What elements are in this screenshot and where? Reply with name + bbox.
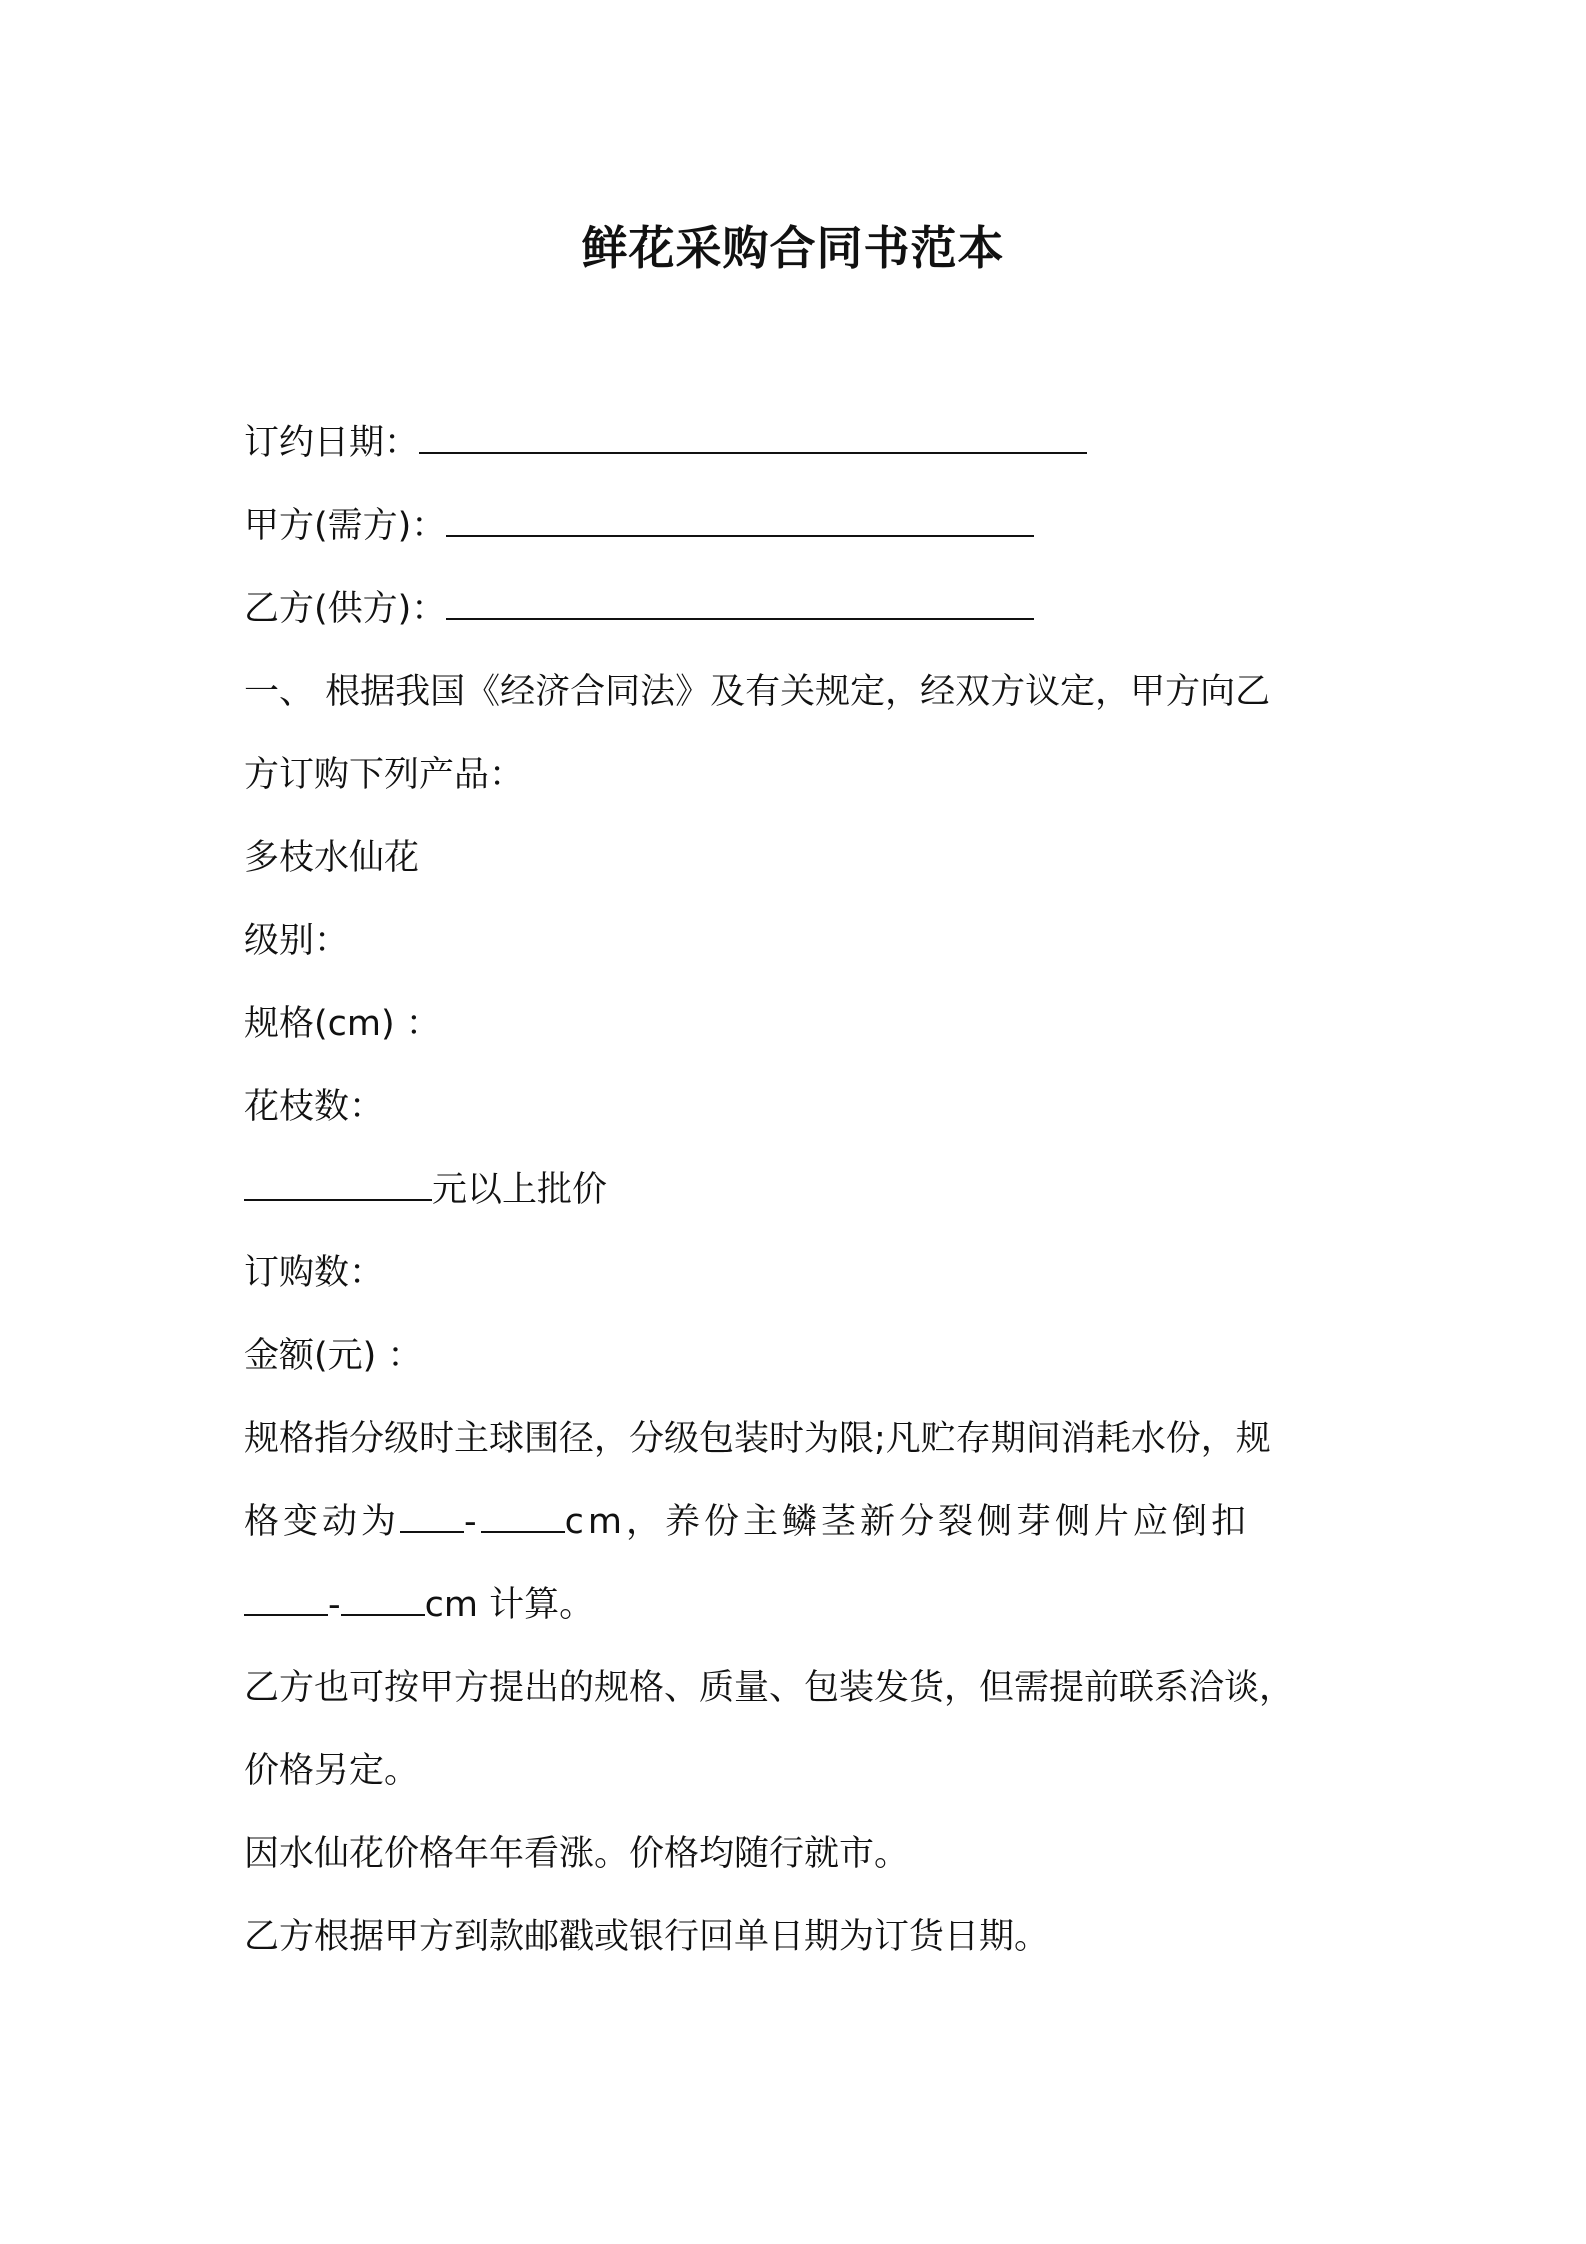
- stems-label: 花枝数：: [244, 1087, 385, 1127]
- price-note: 因水仙花价格年年看涨。价格均随行就市。: [244, 1834, 910, 1874]
- spec-range-dash: -: [464, 1502, 481, 1542]
- spec-range-start-blank: [400, 1509, 464, 1533]
- wholesale-row: [244, 1149, 1356, 1232]
- deduct-suffix: cm 计算。: [424, 1585, 595, 1625]
- clause-1-line-1: 一、 根据我国《经济合同法》及有关规定，经双方议定，甲方向乙: [244, 672, 1271, 712]
- party-a-field-row: [244, 485, 1356, 568]
- deduct-end-blank: [341, 1592, 425, 1616]
- date-label: 订约日期：: [244, 423, 420, 463]
- document-body: [244, 402, 1356, 1979]
- deduct-start-blank: [244, 1592, 328, 1616]
- clause-1-line-2: 方订购下列产品：: [244, 755, 525, 795]
- spec-label: 规格(cm) ：: [244, 1004, 441, 1044]
- date-field-row: [244, 402, 1356, 485]
- spec-note-line-3: [244, 1564, 1356, 1647]
- party-b-fill-line: [446, 596, 1034, 620]
- party-b-field-row: [244, 568, 1356, 651]
- wholesale-suffix: 元以上批价: [432, 1170, 608, 1210]
- product-name: 多枝水仙花: [244, 838, 420, 878]
- party-b-label: 乙方(供方)：: [244, 589, 447, 629]
- date-fill-line: [419, 430, 1087, 454]
- order-qty-label: 订购数：: [244, 1253, 385, 1293]
- party-a-label: 甲方(需方)：: [244, 506, 447, 546]
- document-title: 鲜花采购合同书范本: [581, 221, 1005, 275]
- spec-note-prefix: 格变动为: [244, 1502, 401, 1542]
- spec-note-line-1: 规格指分级时主球围径，分级包装时为限;凡贮存期间消耗水份，规: [244, 1419, 1271, 1459]
- party-a-fill-line: [446, 513, 1034, 537]
- shipping-line-2: 价格另定。: [244, 1751, 420, 1791]
- shipping-line-1: 乙方也可按甲方提出的规格、质量、包装发货，但需提前联系洽谈，: [244, 1668, 1295, 1708]
- wholesale-blank: [244, 1177, 432, 1201]
- deduct-dash: -: [328, 1585, 341, 1625]
- spec-note-suffix: cm，养份主鳞茎新分裂侧芽侧片应倒扣: [564, 1502, 1250, 1542]
- amount-label: 金额(元) ：: [244, 1336, 423, 1376]
- spec-range-end-blank: [481, 1509, 565, 1533]
- grade-label: 级别：: [244, 921, 350, 961]
- order-date-note: 乙方根据甲方到款邮戳或银行回单日期为订货日期。: [244, 1917, 1050, 1957]
- spec-note-line-2: [244, 1481, 1356, 1564]
